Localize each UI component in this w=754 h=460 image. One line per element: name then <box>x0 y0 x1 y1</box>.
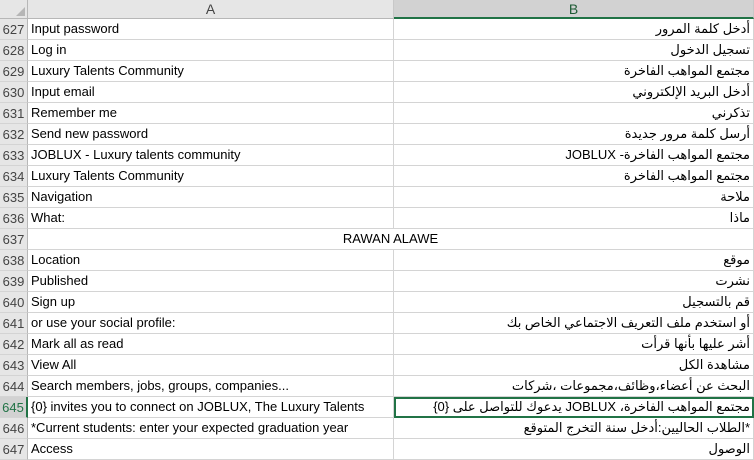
table-row <box>0 229 754 250</box>
table-row <box>0 250 754 271</box>
column-header-b[interactable]: B <box>394 0 754 19</box>
cell-column-a[interactable]: JOBLUX - Luxury talents community <box>28 145 394 166</box>
table-row <box>0 103 754 124</box>
row-header[interactable]: 628 <box>0 40 28 61</box>
table-row <box>0 208 754 229</box>
cell-column-a[interactable]: Location <box>28 250 394 271</box>
row-header[interactable]: 645 <box>0 397 28 418</box>
cell-column-a[interactable]: Send new password <box>28 124 394 145</box>
row-header[interactable]: 633 <box>0 145 28 166</box>
cell-column-b[interactable]: ملاحة <box>394 187 754 208</box>
cell-column-b[interactable]: أو استخدم ملف التعريف الاجتماعي الخاص بك <box>394 313 754 334</box>
cell-column-b[interactable]: أدخل البريد الإلكتروني <box>394 82 754 103</box>
select-all-corner[interactable] <box>0 0 28 19</box>
cell-column-a[interactable]: Remember me <box>28 103 394 124</box>
cell-column-b[interactable]: تذكرني <box>394 103 754 124</box>
cell-column-a[interactable]: View All <box>28 355 394 376</box>
cell-column-a[interactable]: *Current students: enter your expected graduation year <box>28 418 394 439</box>
table-row <box>0 19 754 40</box>
row-header[interactable]: 632 <box>0 124 28 145</box>
table-row <box>0 292 754 313</box>
table-row <box>0 145 754 166</box>
table-row <box>0 82 754 103</box>
row-header[interactable]: 635 <box>0 187 28 208</box>
table-row <box>0 313 754 334</box>
row-header[interactable]: 644 <box>0 376 28 397</box>
row-header[interactable]: 637 <box>0 229 28 250</box>
column-header-row <box>0 0 754 19</box>
row-header[interactable]: 636 <box>0 208 28 229</box>
cell-column-a[interactable]: Luxury Talents Community <box>28 166 394 187</box>
cell-column-a[interactable]: Luxury Talents Community <box>28 61 394 82</box>
cell-column-b[interactable]: مشاهدة الكل <box>394 355 754 376</box>
cell-column-b[interactable]: أرسل كلمة مرور جديدة <box>394 124 754 145</box>
cell-column-b[interactable]: أشر عليها بأنها قرأت <box>394 334 754 355</box>
cell-column-a[interactable]: Mark all as read <box>28 334 394 355</box>
cell-column-a[interactable]: Search members, jobs, groups, companies... <box>28 376 394 397</box>
column-header-a[interactable]: A <box>28 0 394 19</box>
table-row <box>0 376 754 397</box>
table-row <box>0 187 754 208</box>
row-header[interactable]: 647 <box>0 439 28 460</box>
table-row <box>0 397 754 418</box>
cell-column-b[interactable]: قم بالتسجيل <box>394 292 754 313</box>
cell-column-b[interactable]: مجتمع المواهب الفاخرة <box>394 61 754 82</box>
table-row <box>0 334 754 355</box>
row-header[interactable]: 642 <box>0 334 28 355</box>
cell-column-a[interactable]: Input password <box>28 19 394 40</box>
cell-column-a[interactable]: Log in <box>28 40 394 61</box>
cell-column-b[interactable]: موقع <box>394 250 754 271</box>
row-header[interactable]: 641 <box>0 313 28 334</box>
cell-column-a[interactable]: Sign up <box>28 292 394 313</box>
cell-column-a[interactable]: {0} invites you to connect on JOBLUX, The Luxury Talents <box>28 397 394 418</box>
row-header[interactable]: 629 <box>0 61 28 82</box>
table-row <box>0 124 754 145</box>
cell-column-b[interactable]: نشرت <box>394 271 754 292</box>
cell-column-a[interactable]: Navigation <box>28 187 394 208</box>
cell-column-a[interactable]: or use your social profile: <box>28 313 394 334</box>
row-header[interactable]: 643 <box>0 355 28 376</box>
table-row <box>0 271 754 292</box>
cell-column-b[interactable]: أدخل كلمة المرور <box>394 19 754 40</box>
row-header[interactable]: 634 <box>0 166 28 187</box>
cell-column-b[interactable]: الوصول <box>394 439 754 460</box>
cell-column-b[interactable]: تسجيل الدخول <box>394 40 754 61</box>
table-row <box>0 40 754 61</box>
row-header[interactable]: 630 <box>0 82 28 103</box>
row-header[interactable]: 638 <box>0 250 28 271</box>
cell-column-b[interactable]: البحث عن أعضاء،وظائف،مجموعات ،شركات <box>394 376 754 397</box>
cell-column-b[interactable]: مجتمع المواهب الفاخرة <box>394 166 754 187</box>
cell-column-b[interactable]: مجتمع المواهب الفاخرة- JOBLUX <box>394 145 754 166</box>
cell-column-a[interactable]: Input email <box>28 82 394 103</box>
table-row <box>0 439 754 460</box>
table-row <box>0 355 754 376</box>
table-row <box>0 418 754 439</box>
row-header[interactable]: 640 <box>0 292 28 313</box>
active-cell[interactable]: مجتمع المواهب الفاخرة، JOBLUX يدعوك للتواصل على {0} <box>394 397 754 418</box>
merged-cell[interactable]: RAWAN ALAWE <box>28 229 754 250</box>
row-header[interactable]: 631 <box>0 103 28 124</box>
cell-column-b[interactable]: ماذا <box>394 208 754 229</box>
row-header[interactable]: 639 <box>0 271 28 292</box>
row-header[interactable]: 646 <box>0 418 28 439</box>
cell-column-a[interactable]: Access <box>28 439 394 460</box>
table-row <box>0 61 754 82</box>
cell-column-a[interactable]: What: <box>28 208 394 229</box>
row-header[interactable]: 627 <box>0 19 28 40</box>
table-row <box>0 166 754 187</box>
cell-column-b[interactable]: *الطلاب الحاليين:أدخل سنة التخرج المتوقع <box>394 418 754 439</box>
cell-column-a[interactable]: Published <box>28 271 394 292</box>
